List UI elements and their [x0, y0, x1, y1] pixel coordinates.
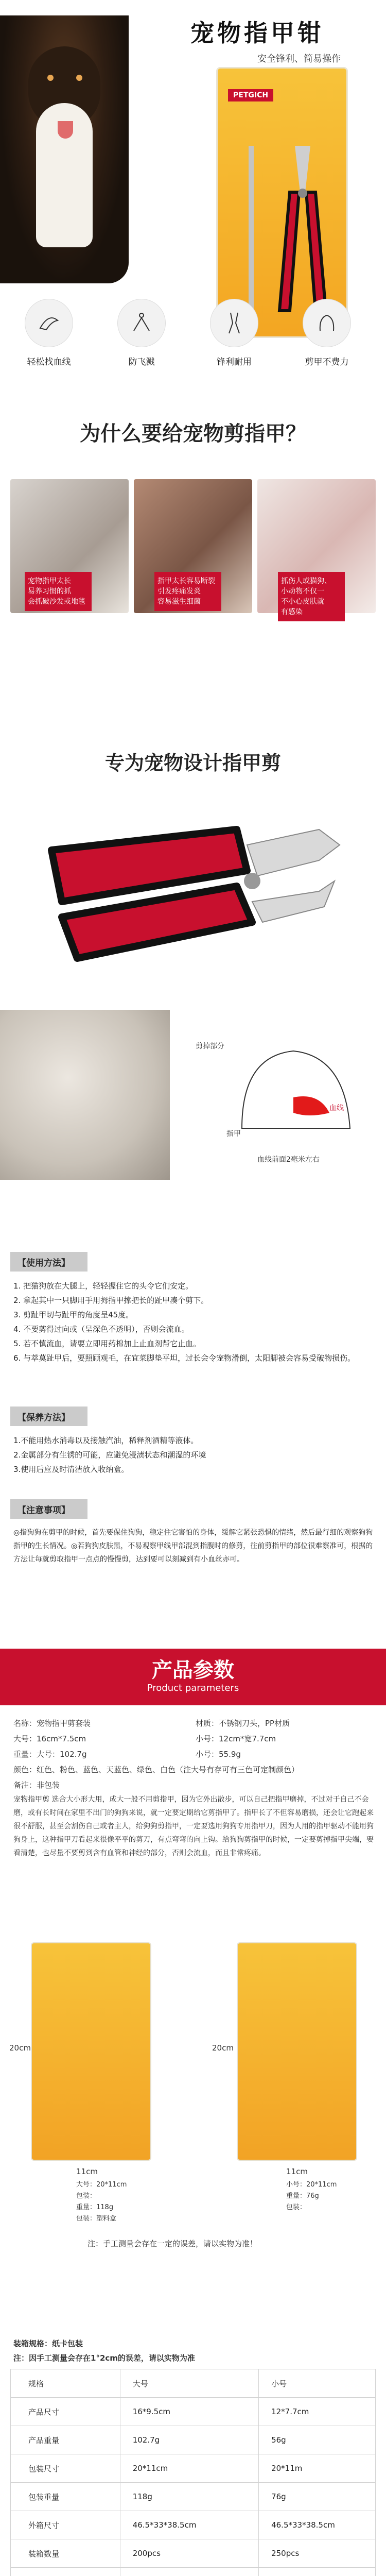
- usage-section: [0, 1247, 386, 1628]
- method-step: 3. 剪趾甲切与趾甲的角度呈45度。: [13, 1310, 134, 1319]
- nail-icon: [25, 299, 73, 347]
- table-cell: 包装重量: [11, 2483, 120, 2511]
- callout-keep: 剪掉部分: [196, 1042, 224, 1050]
- large-width: 11cm: [76, 2167, 98, 2176]
- dog-eye: [47, 75, 54, 81]
- method-step: 6. 与萃莫趾甲后，要照顾观毛，在宜菜脚垫平坦，过长会令宠物滑倒，太阳脚被会容易受破物损伤。: [13, 1353, 356, 1363]
- table-header: 大号: [120, 2369, 258, 2398]
- cat-photo: [0, 1010, 170, 1180]
- nail-file: [249, 146, 254, 316]
- method-step: 5. 若不慎流血，请要立即用药棉加上止血剂帮它止血。: [13, 1339, 201, 1348]
- feature-item: [196, 299, 273, 367]
- table-cell: 56g: [259, 2426, 376, 2454]
- table-cell: 16*9.5cm: [120, 2398, 258, 2426]
- table-row: [11, 2539, 376, 2568]
- table-cell: 102.7g: [120, 2426, 258, 2454]
- feature-label: 防飞溅: [128, 357, 155, 367]
- care-banner: 【保养方法】: [10, 1406, 87, 1426]
- box-spec-note: 装箱规格：纸卡包装: [13, 2339, 83, 2348]
- table-cell: 46.5*33*38.5cm: [259, 2511, 376, 2539]
- spec-note: 备注：非包装: [13, 1781, 60, 1790]
- why-caption: 宠物指甲太长 易养习惯的抓 会抓破沙发或地毯: [25, 572, 92, 611]
- table-header-row: [11, 2369, 376, 2398]
- spec-large-weight: 重量：大号：102.7g: [13, 1750, 87, 1759]
- table-header: 小号: [259, 2369, 376, 2398]
- table-cell: 76g: [259, 2483, 376, 2511]
- table-cell: 46.5*33*38.5cm: [120, 2511, 258, 2539]
- table-cell: 产品尺寸: [11, 2398, 120, 2426]
- spec-small-weight: 小号：55.9g: [196, 1750, 241, 1759]
- notice-text: ◎指狗狗在剪甲的时候，首先要保住狗狗，稳定住它害怕的身体，缓解它紧张恐惧的情绪，然后最行细的观察狗狗指甲的生长情况。◎若狗狗皮肤黑，不易观察甲线甲部混到指腹时的修剪，往前剪指甲的部位很难察准可，根据的方法让每就剪取指甲一点点的慢慢剪，达到要可以刻减到有小血丝亦可。: [13, 1529, 373, 1564]
- feature-label: 锋利耐用: [217, 357, 252, 367]
- page-subtitle: 安全锋利、简易操作: [257, 54, 341, 64]
- product-package: [216, 67, 348, 338]
- method-list: [13, 1279, 374, 1365]
- table-row: [11, 2511, 376, 2539]
- feature-label: 剪甲不费力: [305, 357, 349, 367]
- why-caption: 抓伤人或猫狗、 小动物不仅一 不小心皮肤就 有感染: [278, 572, 345, 621]
- params-title: 产品参数: [152, 1658, 234, 1682]
- table-cell: 产品重量: [11, 2426, 120, 2454]
- spec-description: 宠物指甲剪 选合大小形大用，成大一般不用剪指甲，因为它外出散步，可以自己把指甲磨掉，不过对于自己不会磨，或有长时间在家里不出门的狗狗来说，就一定要定期给它剪指甲了。指甲长了不但容易磨损，还会让它跑起来很不舒服，甚至会割伤自己或者主人，给狗狗剪指甲，一定要选用狗狗专用指甲刀，因为人用的指甲驱动不能用狗狗身上，这种指甲刀看起来很像平平的剪刀，有点弯弯的向上钩。给狗狗剪指甲的时候，一定要剪掉指甲尖端，要看清楚，也尽量不要剪到含有血管和神经的部分，否则会流血，而且非常疼痛。: [13, 1795, 374, 1857]
- design-title: 专为宠物设计指甲剪: [104, 752, 281, 774]
- measure-note: 注：手工测量会存在一定的误差，请以实物为准！: [87, 2239, 258, 2248]
- large-height: 20cm: [9, 2043, 31, 2053]
- params-section: [0, 1628, 386, 2334]
- table-cell: 20*11m: [259, 2454, 376, 2483]
- table-cell: 118g: [120, 2483, 258, 2511]
- spec-small-size: 小号：12cm*宽7.7cm: [196, 1734, 276, 1743]
- params-header: [0, 1649, 386, 1705]
- table-cell: 250pcs: [259, 2539, 376, 2568]
- effortless-icon: [303, 299, 351, 347]
- small-height: 20cm: [212, 2043, 234, 2053]
- large-packing: 包装：塑料盒: [76, 2215, 117, 2223]
- spec-table-section: [0, 2334, 386, 2576]
- feature-item: [103, 299, 180, 367]
- care-list: [13, 1433, 374, 1477]
- spec-large-size: 大号：16cm*7.5cm: [13, 1734, 86, 1743]
- table-cell: [120, 2568, 258, 2576]
- page-title: 宠物指甲钳: [190, 19, 324, 47]
- spec-material: 材质：不锈钢刀头，PP材质: [196, 1719, 290, 1728]
- design-section: [0, 732, 386, 1247]
- table-row: [11, 2483, 376, 2511]
- small-weight: 重量：76g: [286, 2192, 319, 2200]
- dog-tongue: [58, 121, 73, 139]
- dog-eye: [76, 75, 82, 81]
- table-row: [11, 2398, 376, 2426]
- dog-photo: [0, 15, 129, 283]
- brand-logo: PETGICH: [228, 89, 273, 101]
- large-package-photo: [31, 1942, 151, 2161]
- clipper-illustration: [274, 146, 331, 316]
- nail-diagram: [232, 1036, 360, 1154]
- hero-section: [0, 0, 386, 402]
- large-weight: 重量：118g: [76, 2204, 114, 2211]
- clipper-large-illustration: [31, 799, 360, 974]
- method-banner: 【使用方法】: [10, 1252, 87, 1272]
- method-step: 2. 拿起其中一只脚用手用拇指甲撑把长的趾甲凑个剪下。: [13, 1296, 209, 1305]
- table-cell: 12*7.7cm: [259, 2398, 376, 2426]
- method-step: 4. 不要剪得过向或（呈深色不透明），否则会流血。: [13, 1325, 189, 1334]
- params-subtitle: Product parameters: [147, 1683, 239, 1693]
- anti-fly-icon: [117, 299, 166, 347]
- large-size: 大号：20*11cm: [76, 2181, 127, 2189]
- method-step: 1. 把猫狗放在大腿上，轻轻握住它的头令它们安定。: [13, 1281, 194, 1291]
- scissor-blade-icon: [210, 299, 258, 347]
- table-cell: 20*11cm: [120, 2454, 258, 2483]
- spec-name: 名称：宠物指甲剪套装: [13, 1719, 91, 1728]
- table-cell: 外箱尺寸: [11, 2511, 120, 2539]
- feature-label: 轻松找血线: [27, 357, 71, 367]
- table-cell: [11, 2568, 120, 2576]
- table-cell: 200pcs: [120, 2539, 258, 2568]
- feature-item: [288, 299, 365, 367]
- table-row: [11, 2454, 376, 2483]
- table-cell: 装箱数量: [11, 2539, 120, 2568]
- callout-nail: 指甲: [226, 1130, 241, 1138]
- table-row: [11, 2568, 376, 2576]
- notice-banner: 【注意事项】: [10, 1499, 87, 1519]
- spec-table: [10, 2369, 376, 2576]
- table-row: [11, 2426, 376, 2454]
- small-pack: 包装：: [286, 2204, 307, 2211]
- table-cell: [259, 2568, 376, 2576]
- small-size: 小号：20*11cm: [286, 2181, 337, 2189]
- feature-row: [0, 299, 386, 392]
- small-package-photo: [237, 1942, 357, 2161]
- error-note: 注：因手工测量会存在1°2cm的误差，请以实物为准: [13, 2353, 195, 2363]
- why-section: [0, 402, 386, 732]
- spec-color: 颜色：红色、粉色、蓝色、天蓝色、绿色、白色（注大号有存可有三色可定制颜色）: [13, 1765, 300, 1774]
- care-step: 3.使用后应及时清洁放入收纳盒。: [13, 1465, 129, 1474]
- callout-bloodline: 血线: [329, 1104, 344, 1112]
- care-step: 1.不能用热水消毒以及接触汽油，稀释剂酒精等液体。: [13, 1436, 199, 1445]
- table-cell: 包装尺寸: [11, 2454, 120, 2483]
- why-caption: 指甲太长容易断裂 引发疼痛发炎 容易滋生细菌: [154, 572, 221, 611]
- feature-item: [10, 299, 87, 367]
- why-title: 为什么要给宠物剪指甲？: [80, 422, 306, 446]
- table-header: 规格: [11, 2369, 120, 2398]
- care-step: 2.金属部分有生锈的可能，应避免浸渍状态和潮湿的环境: [13, 1450, 206, 1460]
- large-pack: 包装：: [76, 2192, 97, 2200]
- small-width: 11cm: [286, 2167, 308, 2176]
- callout-cut-position: 血线前面2毫米左右: [257, 1156, 320, 1164]
